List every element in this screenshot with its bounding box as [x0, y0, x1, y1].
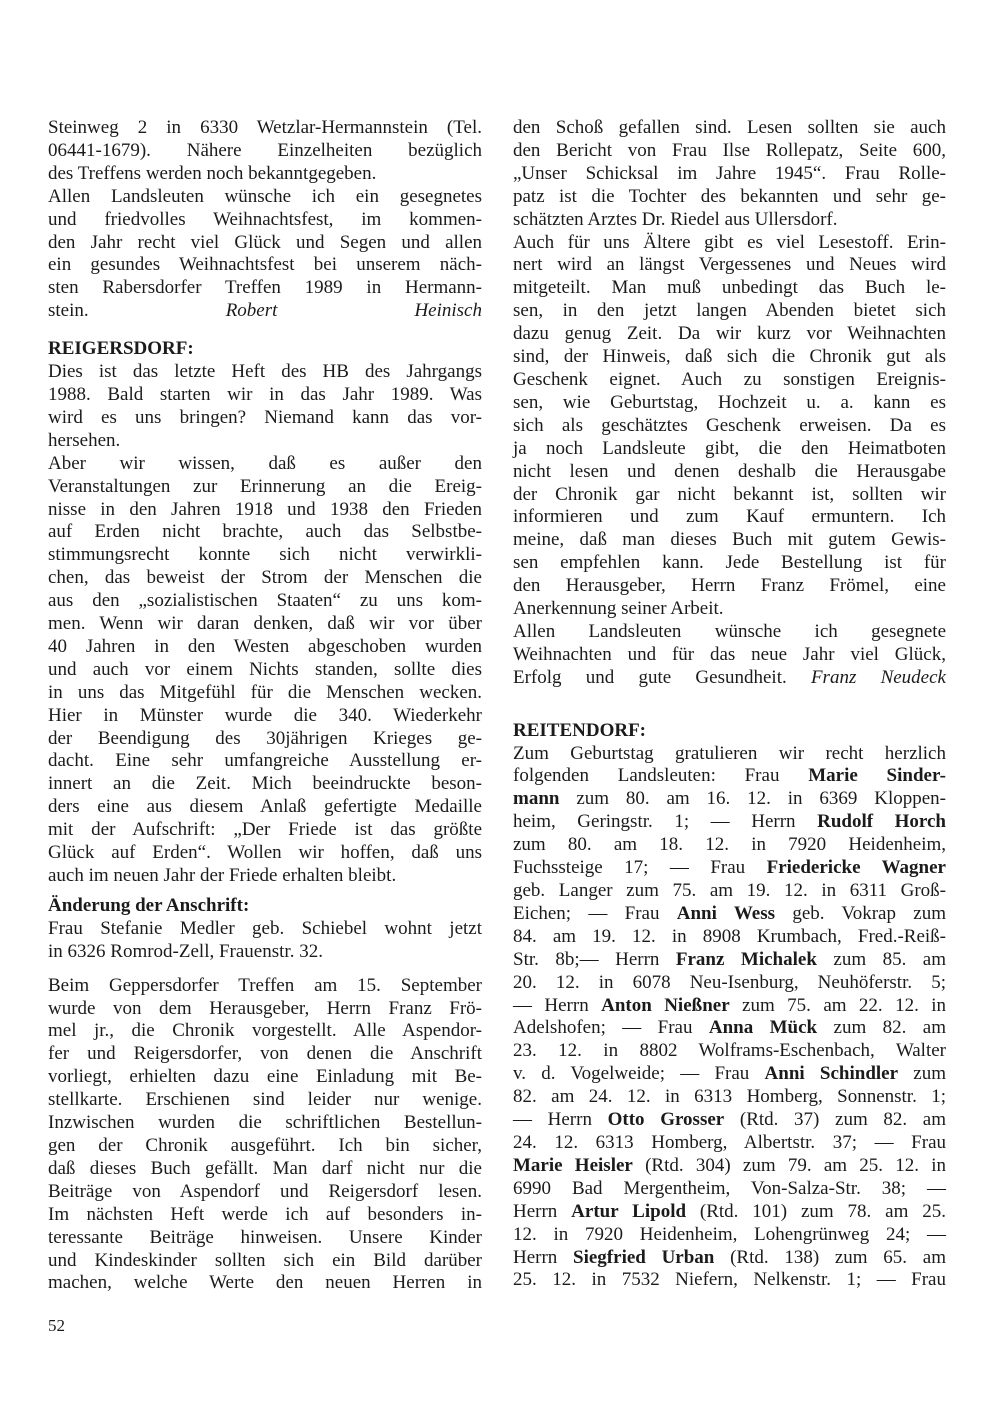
text-line: mel jr., die Chronik vorgestellt. Alle Aspendor- [48, 1020, 482, 1042]
text-line: 6990 Bad Mergentheim, Von-Salza-Str. 38; — [513, 1177, 946, 1199]
text-line: men. Wenn wir daran denken, daß wir vor über [48, 613, 482, 635]
text-line: meine, daß man dieses Buch mit gutem Gewis- [513, 529, 946, 551]
person-name: Marie Heisler [513, 1154, 633, 1176]
text-line: 84. am 19. 12. in 8908 Krumbach, Fred.-Reiß- [513, 925, 946, 947]
text-line: Geschenk eignet. Auch zu sonstigen Ereignis- [513, 368, 946, 390]
article-section [48, 975, 482, 1296]
text-segment: Eichen; — Frau [513, 902, 677, 924]
text-segment: zum 80. am 16. 12. in 6369 Kloppen- [559, 788, 946, 810]
text-line: patz ist die Tochter des bekannten und sehr ge- [513, 185, 946, 207]
person-name: Anton Nießner [601, 994, 730, 1016]
text-line: Glück auf Erden“. Wollen wir hoffen, daß uns [48, 842, 482, 864]
text-line: Veranstaltungen zur Erinnerung an die Ereig- [48, 475, 482, 497]
text-segment: zum 82. am [817, 1017, 946, 1039]
text-line: Dies ist das letzte Heft des HB des Jahrgangs [48, 361, 482, 383]
person-name: Artur Lipold [571, 1200, 687, 1222]
text-line: den Bericht von Frau Ilse Rollepatz, Seite 600, [513, 139, 946, 161]
text-line: vorliegt, erhielten dazu eine Einladung mit Be- [48, 1066, 482, 1088]
text-line [513, 857, 946, 880]
article-section [48, 117, 482, 323]
text-line: mit der Aufschrift: „Der Friede ist das größte [48, 819, 482, 841]
text-line [513, 667, 946, 690]
text-line [513, 903, 946, 926]
text-line: geb. Langer zum 75. am 19. 12. in 6311 Groß- [513, 880, 946, 901]
text-line: dazu genug Zeit. Da wir kurz vor Weihnachten [513, 323, 946, 345]
text-line: Beiträge von Aspendorf und Reigersdorf lesen. [48, 1180, 482, 1202]
text-line: Steinweg 2 in 6330 Wetzlar-Hermannstein (Tel. [48, 117, 482, 138]
text-line: ders eine aus diesem Anlaß gefertigte Medaille [48, 796, 482, 818]
person-name: Friedericke Wagner [766, 857, 946, 879]
text-segment: (Rtd. 37) zum 82. am [724, 1109, 946, 1131]
text-line [513, 949, 946, 972]
paragraph [48, 453, 482, 888]
person-name: Siegfried Urban [573, 1246, 715, 1268]
text-line: nicht lesen und denen deshalb die Herausgabe [513, 460, 946, 482]
article-section [513, 117, 946, 690]
text-line [513, 788, 946, 811]
text-line: auch im neuen Jahr der Friede erhalten bleibt. [48, 865, 397, 886]
person-name: Anni Schindler [764, 1063, 899, 1085]
text-line: Auch für uns Ältere gibt es viel Lesestoff. Erin- [513, 231, 946, 253]
text-line: fer und Reigersdorfer, von denen die Anschrift [48, 1043, 482, 1065]
text-line: 24. 12. 6313 Homberg, Albertstr. 37; — Frau [513, 1131, 946, 1153]
text-segment: Herrn [513, 1246, 574, 1268]
text-line: daß dieses Buch gefällt. Man darf nicht nur die [48, 1157, 482, 1179]
text-line: Inzwischen wurden die schriftlichen Bestellun- [48, 1112, 482, 1134]
text-line [513, 1155, 946, 1178]
section-heading: REITENDORF: [513, 719, 647, 741]
article-section [48, 895, 482, 964]
text-line [513, 1063, 946, 1086]
text-segment: geb. Vokrap zum [775, 902, 946, 924]
text-line: sen empfehlen kann. Jede Bestellung ist für [513, 552, 946, 574]
text-line [513, 1017, 946, 1040]
text-line: den Herausgeber, Herrn Franz Frömel, eine [513, 575, 946, 597]
text-segment: — Herrn [513, 994, 602, 1016]
text-segment: (Rtd. 138) zum 65. am [714, 1246, 946, 1268]
text-line: innert an die Zeit. Mich beeindruckte beson- [48, 773, 482, 795]
author-signature: Franz Neudeck [810, 666, 946, 688]
left-column [48, 117, 482, 1295]
paragraph [513, 743, 946, 1293]
text-line: chen, das beweist der Strom der Menschen die [48, 567, 482, 589]
text-line: sind, der Hinweis, daß sich die Chronik gut als [513, 346, 946, 368]
text-line: in uns das Mitgefühl für die Menschen wecken. [48, 681, 482, 703]
text-line: Anerkennung seiner Arbeit. [513, 598, 724, 620]
text-segment: Erfolg und gute Gesundheit. [513, 666, 811, 688]
text-line: Weihnachten und für das neue Jahr viel Glück, [513, 643, 946, 665]
text-line: den Jahr recht viel Glück und Segen und allen [48, 231, 482, 253]
section-heading: REIGERSDORF: [48, 338, 194, 360]
text-line [513, 1201, 946, 1224]
text-line: auf Erden nicht brachte, auch das Selbstbe- [48, 521, 482, 543]
person-name: Rudolf Horch [817, 811, 946, 833]
text-line: hersehen. [48, 429, 121, 451]
text-line [513, 1109, 946, 1132]
text-line: und auch vor einem Nichts standen, sollte dies [48, 658, 482, 680]
text-line: sen, in den jetzt langen Abenden bietet sich [513, 300, 946, 322]
person-name: Franz Michalek [675, 948, 817, 970]
text-line: 20. 12. in 6078 Neu-Isenburg, Neuhöferstr. 5; [513, 971, 946, 993]
text-line: 1988. Bald starten wir in das Jahr 1989. Was [48, 383, 482, 405]
text-line: stellkarte. Erschienen sind leider nur wenige. [48, 1089, 482, 1111]
text-line: 23. 12. in 8802 Wolframs-Eschenbach, Walter [513, 1040, 946, 1062]
text-line: nisse in den Jahren 1918 und 1938 den Frieden [48, 498, 482, 520]
paragraph [513, 621, 946, 690]
paragraph [48, 918, 482, 964]
text-segment: zum 75. am 22. 12. in [729, 994, 947, 1016]
text-line: Beim Geppersdorfer Treffen am 15. September [48, 974, 482, 996]
text-line: ja noch Landsleute gibt, die den Heimatboten [513, 437, 946, 459]
text-line: und friedvolles Weihnachtsfest, im kommen- [48, 208, 482, 230]
text-line: machen, welche Werte den neuen Herren in [48, 1272, 482, 1294]
person-name: mann [513, 788, 560, 810]
right-column [513, 117, 946, 1292]
text-line: 06441-1679). Nähere Einzelheiten bezüglich [48, 139, 482, 161]
text-line: schätzten Arztes Dr. Riedel aus Ullersdorf. [513, 208, 838, 230]
text-line [513, 765, 946, 788]
text-line: Allen Landsleuten wünsche ich ein gesegnetes [48, 185, 482, 207]
paragraph [513, 117, 946, 232]
text-line [513, 1247, 946, 1270]
text-line: Aber wir wissen, daß es außer den [48, 452, 482, 474]
text-line: der Chronik gar nicht bekannt ist, sollten wir [513, 483, 946, 505]
text-line: ein gesundes Weihnachtsfest bei unserem näch- [48, 254, 482, 276]
text-segment: — Herrn [513, 1109, 608, 1131]
text-line: wurde von dem Herausgeber, Herrn Franz Frö- [48, 997, 482, 1019]
text-segment: Adelshofen; — Frau [513, 1017, 709, 1039]
text-line: sen, wie Geburtstag, Hochzeit u. a. kann es [513, 391, 946, 413]
paragraph [48, 186, 482, 323]
text-line: den Schoß gefallen sind. Lesen sollten sie auch [513, 117, 946, 138]
text-line: des Treffens werden noch bekanntgegeben. [48, 162, 377, 184]
paragraph [48, 975, 482, 1296]
text-segment: Herrn [513, 1200, 572, 1222]
paragraph [48, 361, 482, 453]
text-line: Zum Geburtstag gratulieren wir recht herzlich [513, 742, 946, 764]
text-segment: zum 85. am [816, 948, 946, 970]
text-line: „Unser Schicksal im Jahre 1945“. Frau Rolle- [513, 162, 946, 184]
person-name: Otto Grosser [607, 1109, 725, 1131]
text-line: sich als geschätztes Geschenk erweisen. Da es [513, 414, 946, 436]
text-segment: heim, Geringstr. 1; — Herrn [513, 811, 818, 833]
section-heading: Änderung der Anschrift: [48, 894, 250, 916]
text-segment: (Rtd. 101) zum 78. am 25. [686, 1200, 946, 1222]
text-line: 40 Jahren in den Westen abgeschoben wurden [48, 635, 482, 657]
text-line: mitgeteilt. Man muß unbedingt das Buch le- [513, 277, 946, 299]
text-segment: v. d. Vogelweide; — Frau [513, 1063, 765, 1085]
text-line [48, 300, 482, 323]
person-name: Anna Mück [708, 1017, 818, 1039]
text-segment: Str. 8b;— Herrn [513, 948, 676, 970]
text-line: teressante Beiträge hinweisen. Unsere Kinder [48, 1226, 482, 1248]
text-line: wird es uns bringen? Niemand kann das vor- [48, 406, 482, 428]
text-segment: Fuchssteige 17; — Frau [513, 857, 767, 879]
text-line: dacht. Eine sehr umfangreiche Ausstellung er- [48, 750, 482, 772]
text-line: 12. in 7920 Heidenheim, Lohengrünweg 24; — [513, 1223, 946, 1245]
text-line [513, 995, 946, 1018]
text-line: Hier in Münster wurde die 340. Wiederkehr [48, 704, 482, 726]
article-section [48, 338, 482, 888]
text-line [513, 811, 946, 834]
text-segment: stein. [48, 300, 226, 322]
text-line: 82. am 24. 12. in 6313 Homberg, Sonnenstr. 1; [513, 1086, 946, 1108]
text-line: zum 80. am 18. 12. in 7920 Heidenheim, [513, 834, 946, 856]
text-line: aus den „sozialistischen Staaten“ zu uns kom- [48, 590, 482, 612]
text-line: Im nächsten Heft werde ich auf besonders in- [48, 1203, 482, 1225]
text-line: gen der Chronik ausgeführt. Ich bin sicher, [48, 1134, 482, 1156]
text-line: Allen Landsleuten wünsche ich gesegnete [513, 620, 946, 642]
text-line: in 6326 Romrod-Zell, Frauenstr. 32. [48, 940, 323, 962]
text-segment: folgenden Landsleuten: Frau [513, 765, 809, 787]
text-segment: zum [898, 1063, 946, 1085]
text-segment: (Rtd. 304) zum 79. am 25. 12. in [632, 1154, 946, 1176]
page-number: 52 [48, 1316, 65, 1335]
text-line: der Beendigung des 30jährigen Krieges ge- [48, 727, 482, 749]
person-name: Marie Sinder- [808, 765, 947, 787]
text-line: und Kindeskinder sollten sich ein Bild darüber [48, 1249, 482, 1271]
text-line: informieren und zum Kauf ermuntern. Ich [513, 506, 946, 528]
person-name: Anni Wess [676, 902, 776, 924]
text-line: stimmungsrecht konnte sich nicht verwirkli- [48, 544, 482, 566]
article-section [513, 720, 946, 1293]
paragraph [48, 117, 482, 186]
text-line: Frau Stefanie Medler geb. Schiebel wohnt jetzt [48, 917, 482, 939]
text-line: sten Rabersdorfer Treffen 1989 in Hermann- [48, 277, 482, 299]
author-signature: Robert Heinisch [225, 300, 482, 322]
text-line: nert wird an längst Vergessenes und Neues wird [513, 254, 946, 276]
text-line: 25. 12. in 7532 Niefern, Nelkenstr. 1; — Frau [513, 1269, 946, 1291]
paragraph [513, 232, 946, 621]
